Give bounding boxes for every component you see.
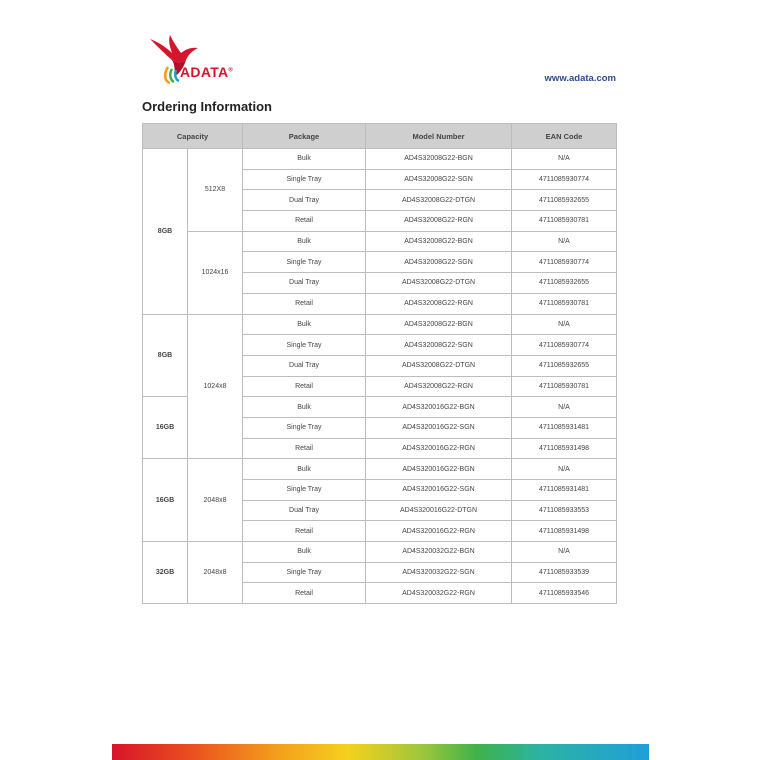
package-cell: Retail	[243, 211, 366, 232]
ean-cell: 4711085931498	[512, 438, 617, 459]
package-cell: Dual Tray	[243, 273, 366, 294]
model-cell: AD4S320016G22-RGN	[366, 438, 512, 459]
model-cell: AD4S32008G22-RGN	[366, 293, 512, 314]
ean-cell: 4711085930781	[512, 376, 617, 397]
capacity-cell: 8GB	[143, 314, 188, 397]
model-cell: AD4S320032G22-SGN	[366, 562, 512, 583]
adata-logo	[148, 33, 258, 85]
ean-cell: N/A	[512, 314, 617, 335]
header-model-number: Model Number	[366, 124, 512, 149]
model-cell: AD4S32008G22-RGN	[366, 376, 512, 397]
header-ean-code: EAN Code	[512, 124, 617, 149]
ean-cell: 4711085930781	[512, 293, 617, 314]
table-row	[143, 542, 617, 563]
table-row	[143, 231, 617, 252]
organization-cell: 2048x8	[188, 542, 243, 604]
organization-cell: 1024x16	[188, 231, 243, 314]
package-cell: Bulk	[243, 542, 366, 563]
ean-cell: 4711085931481	[512, 480, 617, 501]
ean-cell: 4711085930774	[512, 335, 617, 356]
ean-cell: N/A	[512, 542, 617, 563]
ean-cell: 4711085933553	[512, 500, 617, 521]
model-cell: AD4S32008G22-BGN	[366, 149, 512, 170]
package-cell: Bulk	[243, 397, 366, 418]
ean-cell: 4711085932655	[512, 273, 617, 294]
model-cell: AD4S320032G22-RGN	[366, 583, 512, 604]
ean-cell: 4711085933539	[512, 562, 617, 583]
header-package: Package	[243, 124, 366, 149]
section-title: Ordering Information	[142, 99, 272, 114]
ean-cell: 4711085933546	[512, 583, 617, 604]
package-cell: Single Tray	[243, 562, 366, 583]
rainbow-footer-bar	[112, 744, 649, 760]
package-cell: Dual Tray	[243, 190, 366, 211]
model-cell: AD4S32008G22-DTGN	[366, 190, 512, 211]
ean-cell: 4711085930781	[512, 211, 617, 232]
website-url[interactable]: www.adata.com	[544, 73, 616, 84]
model-cell: AD4S320032G22-BGN	[366, 542, 512, 563]
header-capacity: Capacity	[143, 124, 243, 149]
model-cell: AD4S320016G22-RGN	[366, 521, 512, 542]
ean-cell: N/A	[512, 459, 617, 480]
table-row	[143, 459, 617, 480]
ean-cell: 4711085932655	[512, 190, 617, 211]
package-cell: Dual Tray	[243, 355, 366, 376]
ean-cell: 4711085931481	[512, 417, 617, 438]
capacity-cell: 16GB	[143, 397, 188, 459]
package-cell: Bulk	[243, 314, 366, 335]
package-cell: Single Tray	[243, 335, 366, 356]
package-cell: Dual Tray	[243, 500, 366, 521]
organization-cell: 1024x8	[188, 314, 243, 459]
model-cell: AD4S32008G22-BGN	[366, 314, 512, 335]
ean-cell: N/A	[512, 397, 617, 418]
package-cell: Single Tray	[243, 480, 366, 501]
package-cell: Single Tray	[243, 417, 366, 438]
model-cell: AD4S32008G22-BGN	[366, 231, 512, 252]
brand-name: ADATA®	[180, 64, 234, 80]
capacity-cell: 8GB	[143, 149, 188, 315]
package-cell: Retail	[243, 583, 366, 604]
package-cell: Retail	[243, 293, 366, 314]
capacity-cell: 32GB	[143, 542, 188, 604]
ean-cell: 4711085932655	[512, 355, 617, 376]
model-cell: AD4S320016G22-DTGN	[366, 500, 512, 521]
ean-cell: 4711085930774	[512, 169, 617, 190]
model-cell: AD4S320016G22-SGN	[366, 417, 512, 438]
ean-cell: 4711085930774	[512, 252, 617, 273]
ordering-table	[142, 123, 617, 604]
table-header-row	[143, 124, 617, 149]
model-cell: AD4S32008G22-SGN	[366, 169, 512, 190]
model-cell: AD4S32008G22-RGN	[366, 211, 512, 232]
model-cell: AD4S320016G22-SGN	[366, 480, 512, 501]
organization-cell: 2048x8	[188, 459, 243, 542]
capacity-cell: 16GB	[143, 459, 188, 542]
model-cell: AD4S32008G22-SGN	[366, 252, 512, 273]
organization-cell: 512X8	[188, 149, 243, 232]
package-cell: Retail	[243, 376, 366, 397]
ean-cell: N/A	[512, 231, 617, 252]
model-cell: AD4S320016G22-BGN	[366, 397, 512, 418]
package-cell: Bulk	[243, 459, 366, 480]
table-row	[143, 314, 617, 335]
model-cell: AD4S32008G22-DTGN	[366, 355, 512, 376]
model-cell: AD4S32008G22-DTGN	[366, 273, 512, 294]
package-cell: Single Tray	[243, 252, 366, 273]
model-cell: AD4S32008G22-SGN	[366, 335, 512, 356]
package-cell: Retail	[243, 438, 366, 459]
ean-cell: N/A	[512, 149, 617, 170]
table-row	[143, 149, 617, 170]
package-cell: Bulk	[243, 231, 366, 252]
package-cell: Single Tray	[243, 169, 366, 190]
ean-cell: 4711085931498	[512, 521, 617, 542]
package-cell: Retail	[243, 521, 366, 542]
model-cell: AD4S320016G22-BGN	[366, 459, 512, 480]
package-cell: Bulk	[243, 149, 366, 170]
